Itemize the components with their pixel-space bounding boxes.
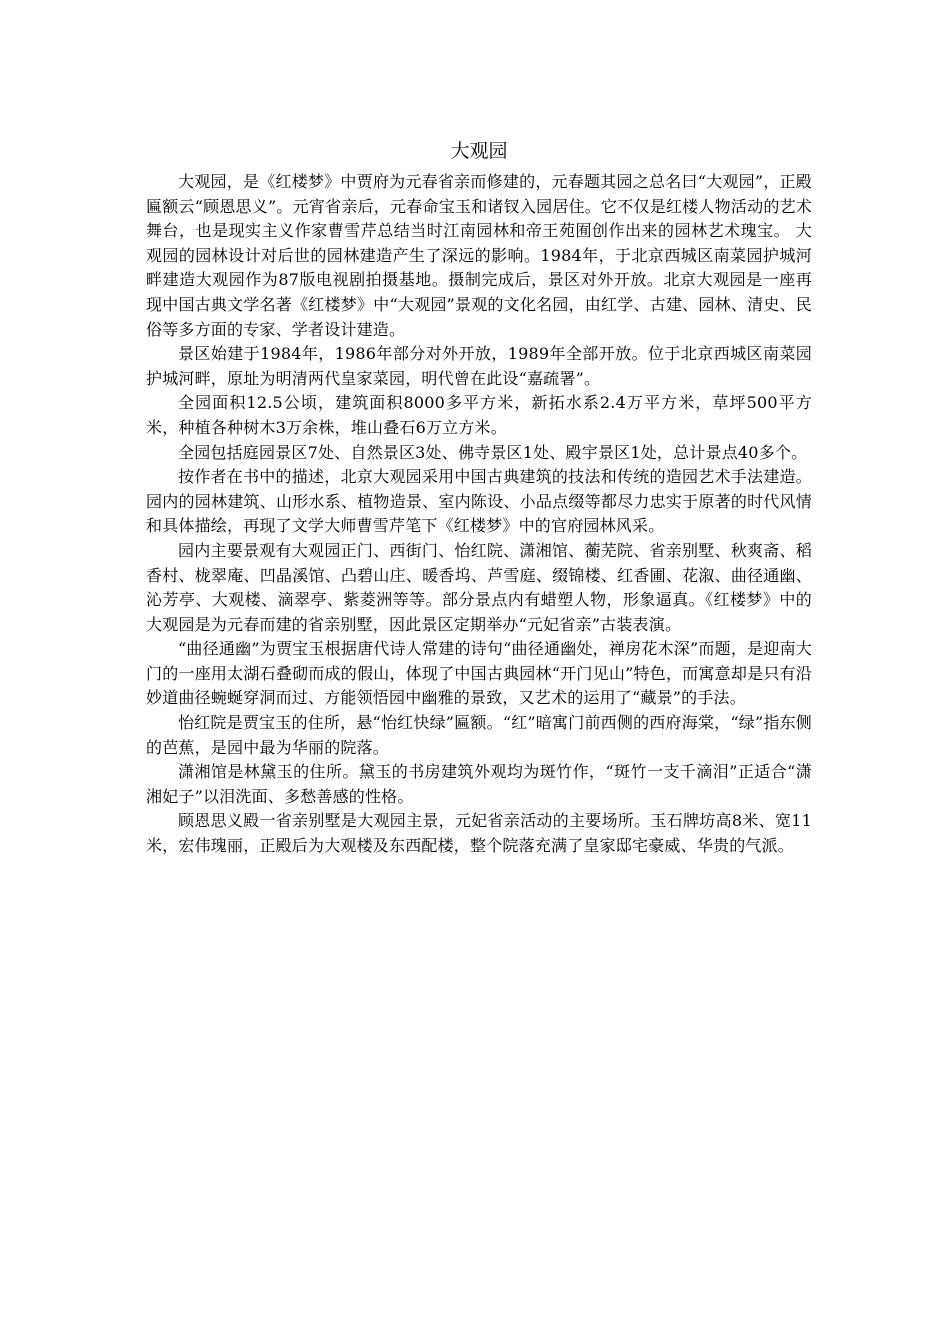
paragraph-main-sights: 园内主要景观有大观园正门、西街门、怡红院、潇湘馆、蘅芜院、省亲别墅、秋爽斋、稻香村、栊翠庵、凹晶溪馆、凸碧山庄、暖香坞、芦雪庭、缀锦楼、红香圃、花溆、曲径通幽、沁芳亭、大观楼、滴翠亭、紫菱洲等等。部分景点内有蜡塑人物，形象逼真。《红楼梦》中的大观园是为元春而建的省亲别墅，因此景区定期举办“元妃省亲”古装表演。: [146, 540, 812, 634]
paragraph-intro: 大观园，是《红楼梦》中贾府为元春省亲而修建的，元春题其园之总名曰“大观园”，正殿匾额云“顾恩思义”。元宵省亲后，元春命宝玉和诸钗入园居住。它不仅是红楼人物活动的艺术舞台，也是现实主义作家曹雪芹总结当时江南园林和帝王苑囿创作出来的园林艺术瑰宝。 大观园的园林设计对后世的园林建造产生了深远的影响。1984年，于北京西城区南菜园护城河畔建造大观园作为87版电视剧拍摄基地。摄制完成后，景区对外开放。北京大观园是一座再现中国古典文学名著《红楼梦》中“大观园”景观的文化名园，由红学、古建、园林、清史、民俗等多方面的专家、学者设计建造。: [146, 172, 812, 339]
paragraph-history: 景区始建于1984年，1986年部分对外开放，1989年全部开放。位于北京西城区南菜园护城河畔，原址为明清两代皇家菜园，明代曾在此设“嘉疏署”。: [146, 344, 812, 388]
paragraph-scenic-areas: 全园包括庭园景区7处、自然景区3处、佛寺景区1处、殿宇景区1处，总计景点40多个。: [178, 442, 808, 462]
document-page: [146, 138, 812, 859]
paragraph-construction: 按作者在书中的描述，北京大观园采用中国古典建筑的技法和传统的造园艺术手法建造。园内的园林建筑、山形水系、植物造景、室内陈设、小品点缀等都尽力忠实于原著的时代风情和具体描绘，再现了文学大师曹雪芹笔下《红楼梦》中的官府园林风采。: [146, 467, 812, 536]
paragraph-area: 全园面积12.5公顷，建筑面积8000多平方米，新拓水系2.4万平方米，草坪500平方米，种植各种树木3万余株，堆山叠石6万立方米。: [146, 393, 812, 437]
paragraph-guen-siyi: 顾恩思义殿一省亲别墅是大观园主景，元妃省亲活动的主要场所。玉石牌坊高8米、宽11米，宏伟瑰丽，正殿后为大观楼及东西配楼，整个院落充满了皇家邸宅豪威、华贵的气派。: [146, 811, 812, 856]
paragraph-quyin-tongyou: “曲径通幽”为贾宝玉根据唐代诗人常建的诗句“曲径通幽处，禅房花木深”而题，是迎南大门的一座用太湖石叠砌而成的假山，体现了中国古典园林“开门见山”特色，而寓意却是只有沿妙道曲径蜿蜒穿洞而过、方能领悟园中幽雅的景致，又艺术的运用了“藏景”的手法。: [146, 639, 812, 708]
paragraph-xiaoxiang-guan: 潇湘馆是林黛玉的住所。黛玉的书房建筑外观均为斑竹作，“斑竹一支千滴泪”正适合“潇湘妃子”以泪洗面、多愁善感的性格。: [146, 762, 812, 806]
paragraph-yihong-yuan: 怡红院是贾宝玉的住所，悬“怡红快绿”匾额。“红”暗寓门前西侧的西府海棠，“绿”指东侧的芭蕉，是园中最为华丽的院落。: [146, 713, 812, 757]
document-title: 大观园: [450, 140, 508, 162]
